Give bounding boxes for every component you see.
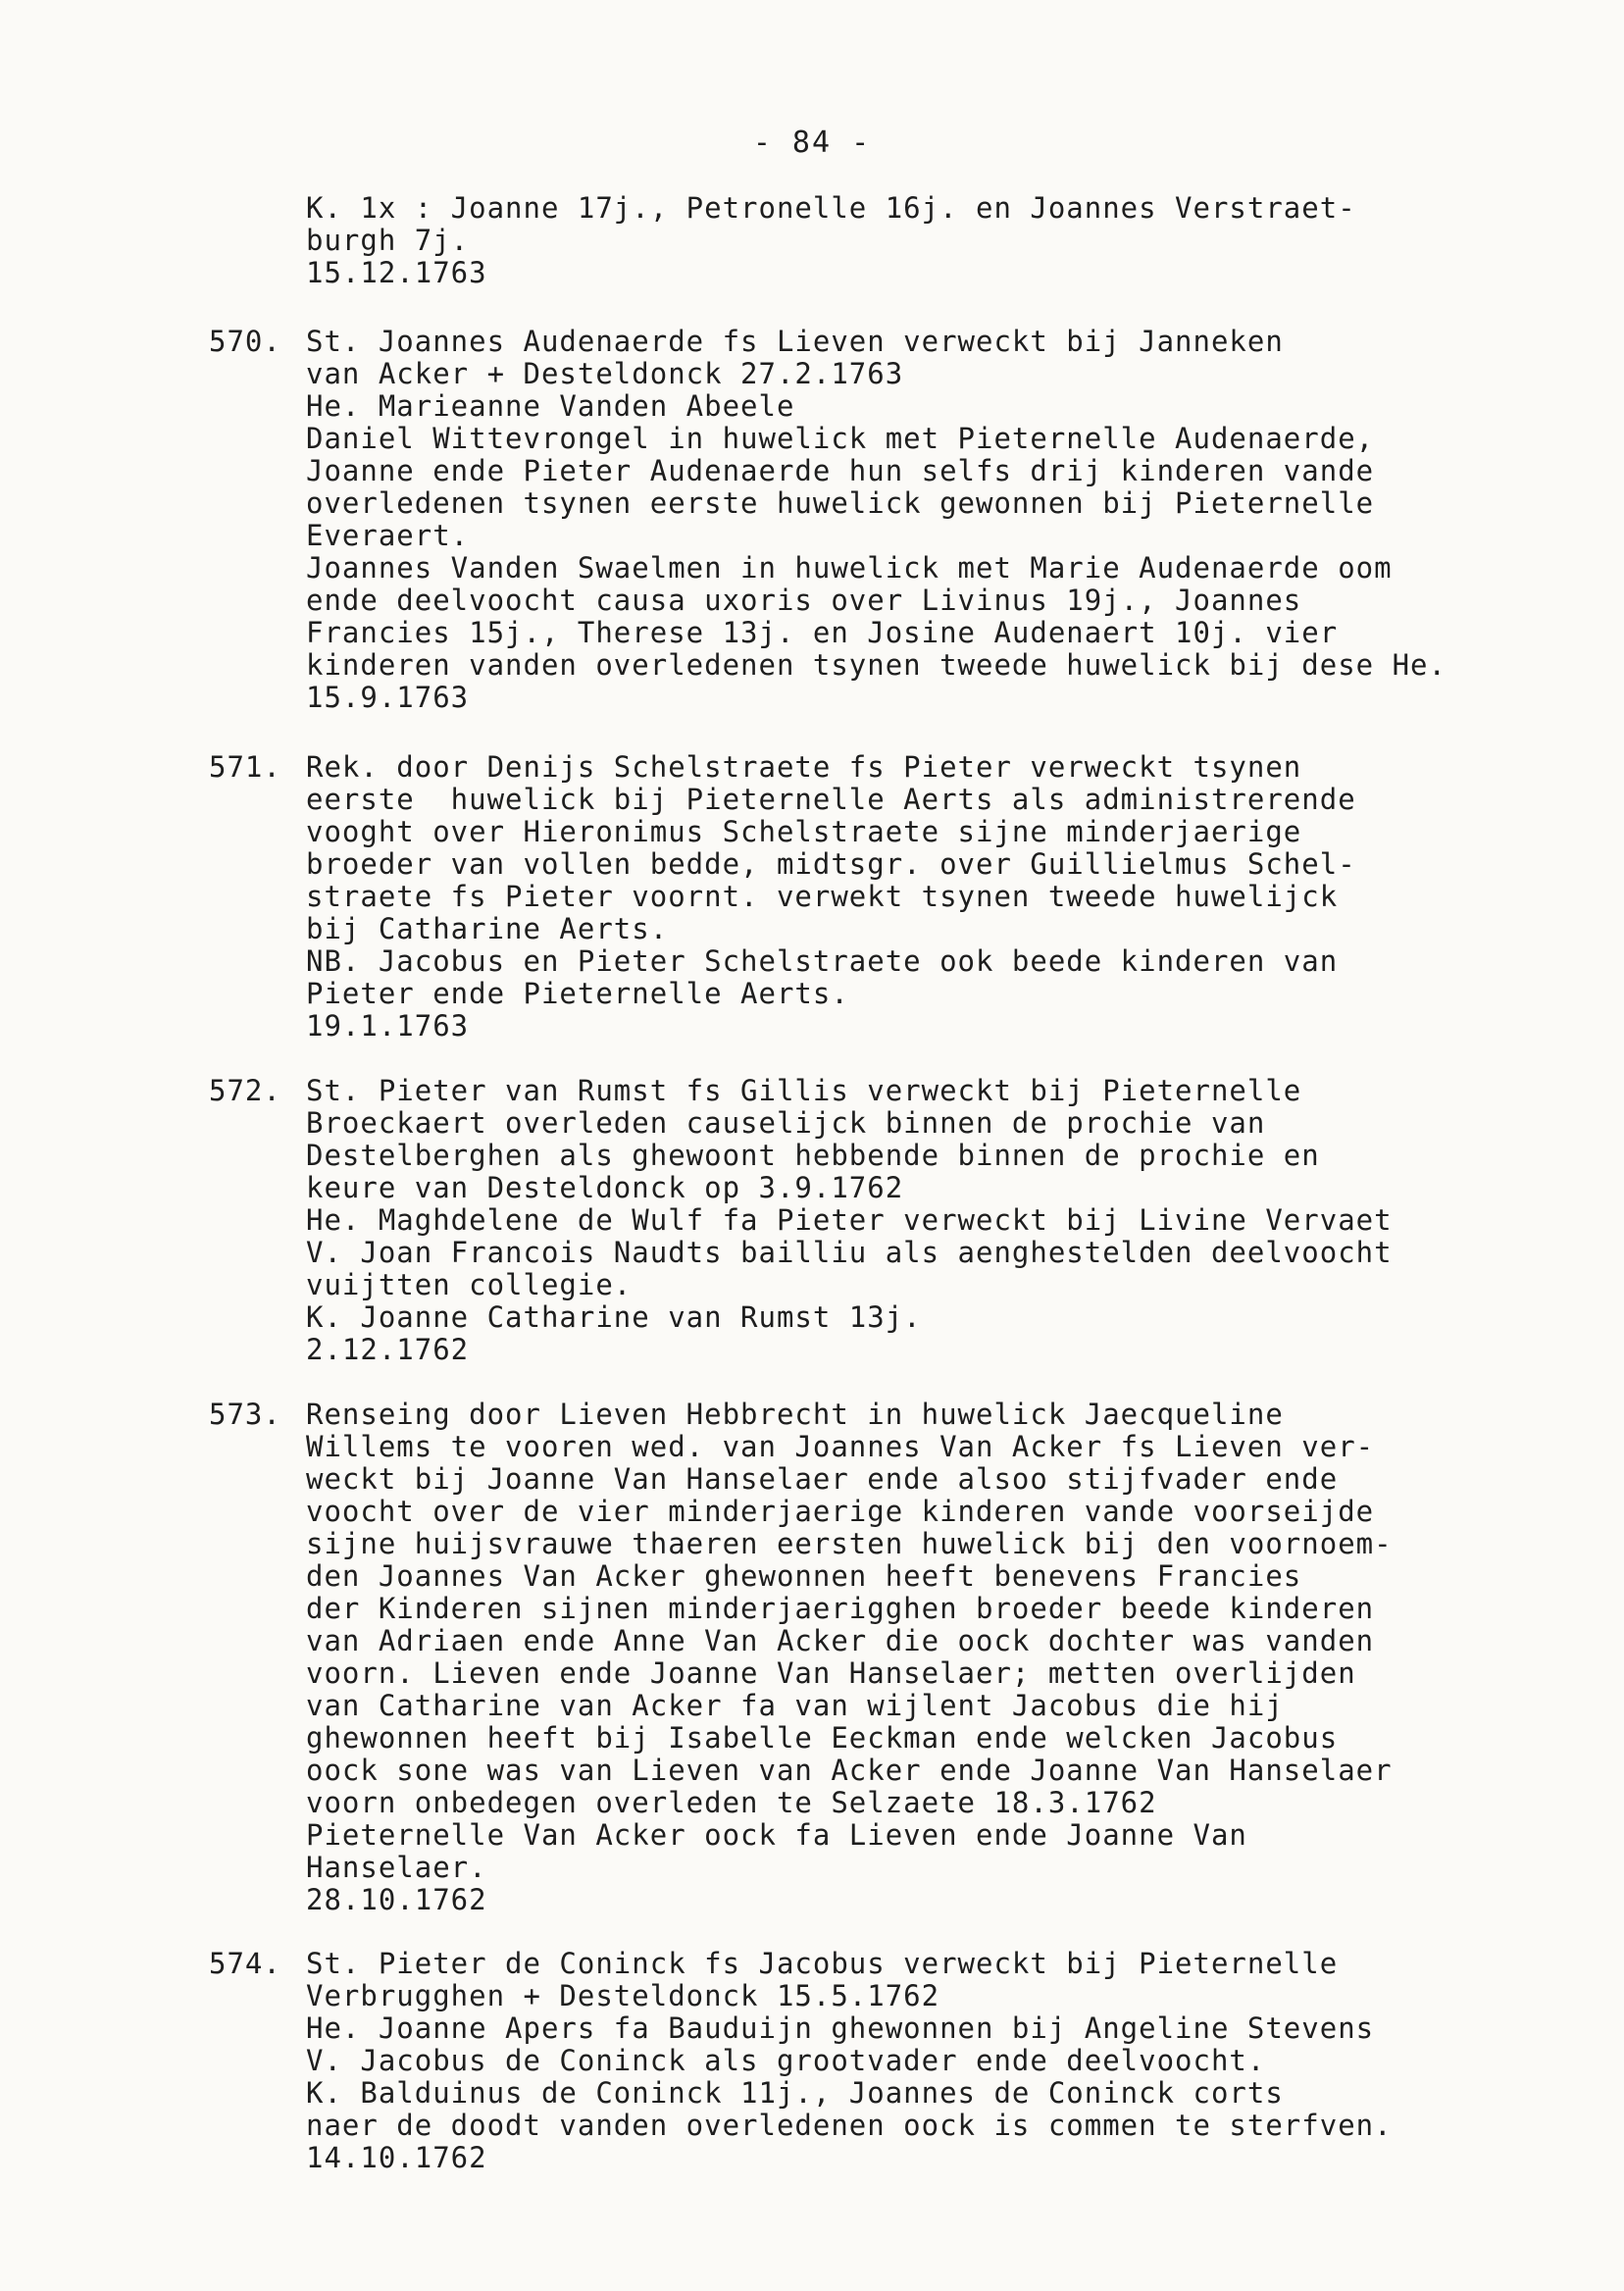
text-line: 15.12.1763 <box>306 256 487 289</box>
text-line: K. 1x : Joanne 17j., Petronelle 16j. en Joannes Verstraet- <box>306 191 1356 225</box>
text-line: van Catharine van Acker fa van wijlent Jacobus die hij <box>306 1689 1284 1722</box>
text-line: keure van Desteldonck op 3.9.1762 <box>306 1171 904 1204</box>
entry-number: 572. <box>209 1074 281 1107</box>
text-line: He. Marieanne Vanden Abeele <box>306 389 795 423</box>
text-line: der Kinderen sijnen minderjaerigghen broeder beede kinderen <box>306 1592 1375 1625</box>
entry-text <box>306 751 1581 1043</box>
text-line: K. Balduinus de Coninck 11j., Joannes de Coninck corts <box>306 2076 1284 2110</box>
text-line: oock sone was van Lieven van Acker ende Joanne Van Hanselaer <box>306 1754 1393 1787</box>
text-line: Verbrugghen + Desteldonck 15.5.1762 <box>306 1979 940 2012</box>
entry-number: 570. <box>209 325 281 358</box>
text-line: St. Pieter de Coninck fs Jacobus verweckt bij Pieternelle <box>306 1947 1339 1980</box>
text-line: Destelberghen als ghewoont hebbende binnen de prochie en <box>306 1139 1320 1172</box>
text-line: bij Catharine Aerts. <box>306 912 669 945</box>
text-line: 19.1.1763 <box>306 1009 470 1043</box>
entry-number: 571. <box>209 750 281 784</box>
text-line: voorn. Lieven ende Joanne Van Hanselaer; metten overlijden <box>306 1656 1356 1690</box>
text-line: Hanselaer. <box>306 1851 487 1884</box>
text-line: van Acker + Desteldonck 27.2.1763 <box>306 357 904 390</box>
text-line: eerste huwelick bij Pieternelle Aerts als administrerende <box>306 783 1356 816</box>
text-line: weckt bij Joanne Van Hanselaer ende alsoo stijfvader ende <box>306 1462 1339 1496</box>
text-line: 2.12.1762 <box>306 1333 470 1366</box>
continuation-block <box>306 192 1356 289</box>
text-line: vooght over Hieronimus Schelstraete sijne minderjaerige <box>306 815 1302 848</box>
text-line: voorn onbedegen overleden te Selzaete 18.3.1762 <box>306 1786 1157 1819</box>
text-line: Joannes Vanden Swaelmen in huwelick met Marie Audenaerde oom <box>306 551 1393 585</box>
text-line: Everaert. <box>306 519 470 552</box>
text-line: straete fs Pieter voornt. verwekt tsynen tweede huwelijck <box>306 880 1339 913</box>
text-line: 15.9.1763 <box>306 681 470 714</box>
text-line: He. Maghdelene de Wulf fa Pieter verweckt bij Livine Vervaet <box>306 1203 1393 1237</box>
entry-text <box>306 1948 1581 2174</box>
text-line: Pieter ende Pieternelle Aerts. <box>306 977 849 1010</box>
text-line: broeder van vollen bedde, midtsgr. over Guillielmus Schel- <box>306 847 1356 881</box>
text-line: ende deelvoocht causa uxoris over Livinus 19j., Joannes <box>306 584 1302 617</box>
text-line: He. Joanne Apers fa Bauduijn ghewonnen bij Angeline Stevens <box>306 2011 1375 2045</box>
text-line: Pieternelle Van Acker oock fa Lieven ende Joanne Van <box>306 1818 1247 1852</box>
text-line: V. Jacobus de Coninck als grootvader ende deelvoocht. <box>306 2044 1266 2077</box>
text-line: K. Joanne Catharine van Rumst 13j. <box>306 1300 922 1334</box>
text-line: ghewonnen heeft bij Isabelle Eeckman ende welcken Jacobus <box>306 1721 1339 1755</box>
text-line: 28.10.1762 <box>306 1883 487 1916</box>
text-line: St. Joannes Audenaerde fs Lieven verweckt bij Janneken <box>306 325 1284 358</box>
page-number: - 84 - <box>752 126 872 160</box>
entry-number: 573. <box>209 1398 281 1431</box>
text-line: 14.10.1762 <box>306 2141 487 2174</box>
text-line: kinderen vanden overledenen tsynen tweede huwelick bij dese He. <box>306 648 1446 682</box>
text-line: den Joannes Van Acker ghewonnen heeft benevens Francies <box>306 1559 1302 1593</box>
text-line: vuijtten collegie. <box>306 1268 633 1301</box>
text-line: Daniel Wittevrongel in huwelick met Pieternelle Audenaerde, <box>306 422 1375 455</box>
text-line: overledenen tsynen eerste huwelick gewonnen bij Pieternelle <box>306 486 1375 520</box>
text-line: V. Joan Francois Naudts bailliu als aenghestelden deelvoocht <box>306 1236 1393 1269</box>
text-line: Renseing door Lieven Hebbrecht in huwelick Jaecqueline <box>306 1398 1284 1431</box>
entry-text <box>306 1075 1581 1366</box>
text-line: Broeckaert overleden causelijck binnen de prochie van <box>306 1106 1266 1140</box>
entry-text <box>306 1399 1581 1916</box>
text-line: van Adriaen ende Anne Van Acker die oock dochter was vanden <box>306 1624 1375 1657</box>
text-line: Rek. door Denijs Schelstraete fs Pieter verweckt tsynen <box>306 750 1302 784</box>
text-line: St. Pieter van Rumst fs Gillis verweckt bij Pieternelle <box>306 1074 1302 1107</box>
text-line: voocht over de vier minderjaerige kinderen vande voorseijde <box>306 1495 1375 1528</box>
text-line: sijne huijsvrauwe thaeren eersten huwelick bij den voornoem- <box>306 1527 1393 1560</box>
entry-text <box>306 326 1581 714</box>
text-line: Willems te vooren wed. van Joannes Van Acker fs Lieven ver- <box>306 1430 1375 1463</box>
text-line: Francies 15j., Therese 13j. en Josine Audenaert 10j. vier <box>306 616 1339 649</box>
entry-number: 574. <box>209 1947 281 1980</box>
text-line: naer de doodt vanden overledenen oock is commen te sterfven. <box>306 2109 1393 2142</box>
text-line: burgh 7j. <box>306 224 470 257</box>
text-line: NB. Jacobus en Pieter Schelstraete ook beede kinderen van <box>306 944 1339 978</box>
text-line: Joanne ende Pieter Audenaerde hun selfs drij kinderen vande <box>306 454 1375 487</box>
